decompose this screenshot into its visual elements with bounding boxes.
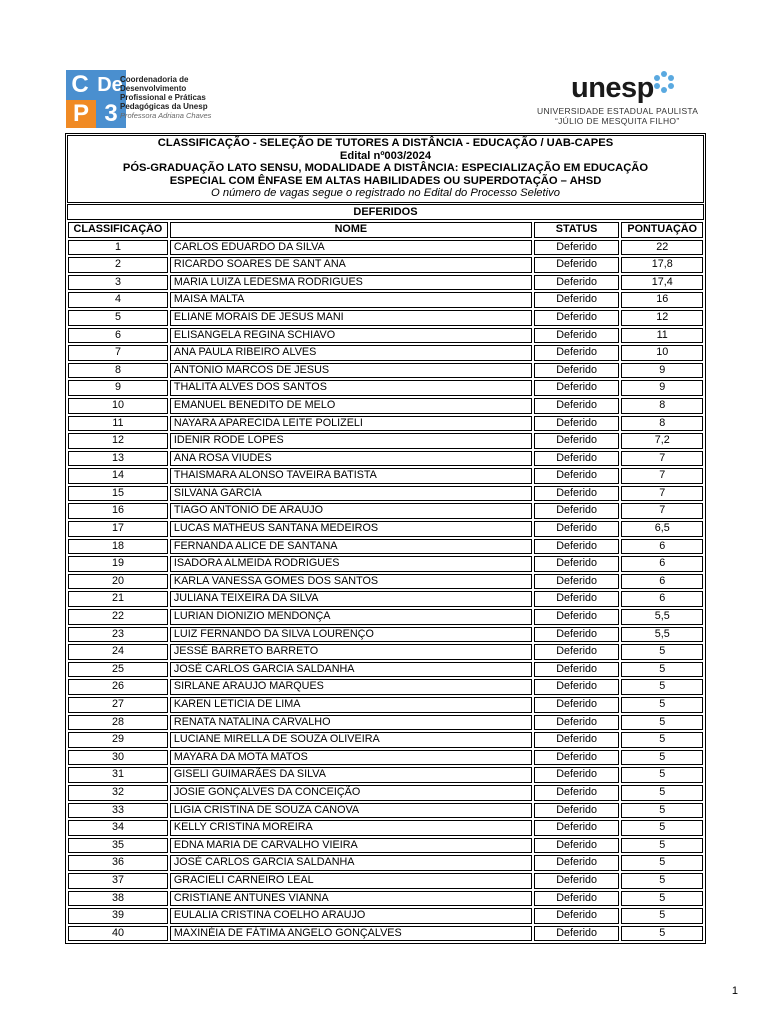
cell-status: Deferido bbox=[534, 732, 620, 748]
cell-nome: THAISMARA ALONSO TAVEIRA BATISTA bbox=[170, 468, 532, 484]
cell-pontuacao: 6 bbox=[621, 591, 703, 607]
cell-nome: ANTONIO MARCOS DE JESUS bbox=[170, 363, 532, 379]
cell-pontuacao: 7,2 bbox=[621, 433, 703, 449]
cell-classificacao: 25 bbox=[68, 662, 168, 678]
cell-nome: GISELI GUIMARÃES DA SILVA bbox=[170, 767, 532, 783]
cell-pontuacao: 7 bbox=[621, 451, 703, 467]
cell-status: Deferido bbox=[534, 697, 620, 713]
cell-classificacao: 19 bbox=[68, 556, 168, 572]
cell-nome: LUIZ FERNANDO DA SILVA LOURENÇO bbox=[170, 627, 532, 643]
table-row bbox=[68, 363, 703, 379]
cell-pontuacao: 6 bbox=[621, 574, 703, 590]
cell-pontuacao: 12 bbox=[621, 310, 703, 326]
cell-pontuacao: 9 bbox=[621, 363, 703, 379]
cell-status: Deferido bbox=[534, 433, 620, 449]
table-row bbox=[68, 627, 703, 643]
cell-status: Deferido bbox=[534, 785, 620, 801]
cell-classificacao: 33 bbox=[68, 803, 168, 819]
cdep-logo-c: C bbox=[66, 70, 94, 100]
cell-nome: FERNANDA ALICE DE SANTANA bbox=[170, 539, 532, 555]
unesp-line-1: UNIVERSIDADE ESTADUAL PAULISTA bbox=[537, 106, 699, 116]
cdep-subline: Professora Adriana Chaves bbox=[120, 111, 212, 120]
cell-status: Deferido bbox=[534, 855, 620, 871]
cell-status: Deferido bbox=[534, 328, 620, 344]
cell-pontuacao: 6 bbox=[621, 556, 703, 572]
cell-nome: GRACIELI CARNEIRO LEAL bbox=[170, 873, 532, 889]
cell-pontuacao: 5 bbox=[621, 873, 703, 889]
cell-nome: LIGIA CRISTINA DE SOUZA CANOVA bbox=[170, 803, 532, 819]
cell-classificacao: 3 bbox=[68, 275, 168, 291]
cell-nome: EDNA MARIA DE CARVALHO VIEIRA bbox=[170, 838, 532, 854]
unesp-mark-icon bbox=[652, 70, 676, 94]
cell-nome: ANA PAULA RIBEIRO ALVES bbox=[170, 345, 532, 361]
cdep-line-4: Pedagógicas da Unesp bbox=[120, 102, 208, 111]
cell-pontuacao: 5,5 bbox=[621, 609, 703, 625]
table-row bbox=[68, 873, 703, 889]
cell-classificacao: 16 bbox=[68, 503, 168, 519]
table-row bbox=[68, 679, 703, 695]
cell-pontuacao: 7 bbox=[621, 503, 703, 519]
cdep-logo-3: 3 bbox=[96, 100, 126, 128]
cell-pontuacao: 5 bbox=[621, 855, 703, 871]
cell-classificacao: 22 bbox=[68, 609, 168, 625]
cell-nome: IDENIR RODE LOPES bbox=[170, 433, 532, 449]
cell-pontuacao: 9 bbox=[621, 380, 703, 396]
cell-status: Deferido bbox=[534, 838, 620, 854]
cell-nome: SILVANA GARCIA bbox=[170, 486, 532, 502]
cell-classificacao: 32 bbox=[68, 785, 168, 801]
cell-status: Deferido bbox=[534, 363, 620, 379]
cell-status: Deferido bbox=[534, 609, 620, 625]
table-row bbox=[68, 609, 703, 625]
cell-pontuacao: 5 bbox=[621, 644, 703, 660]
cell-nome: RICARDO SOARES DE SANT ANA bbox=[170, 257, 532, 273]
cell-classificacao: 24 bbox=[68, 644, 168, 660]
cell-classificacao: 2 bbox=[68, 257, 168, 273]
cell-classificacao: 29 bbox=[68, 732, 168, 748]
table-row bbox=[68, 503, 703, 519]
table-row bbox=[68, 240, 703, 256]
cell-classificacao: 20 bbox=[68, 574, 168, 590]
table-row bbox=[68, 926, 703, 942]
table-row bbox=[68, 556, 703, 572]
cell-classificacao: 10 bbox=[68, 398, 168, 414]
cell-pontuacao: 10 bbox=[621, 345, 703, 361]
table-row bbox=[68, 697, 703, 713]
cell-status: Deferido bbox=[534, 820, 620, 836]
cell-pontuacao: 7 bbox=[621, 468, 703, 484]
classification-sheet bbox=[65, 133, 706, 944]
cell-pontuacao: 8 bbox=[621, 398, 703, 414]
unesp-line-2: “JÚLIO DE MESQUITA FILHO” bbox=[555, 116, 680, 126]
cell-classificacao: 8 bbox=[68, 363, 168, 379]
unesp-wordmark: unesp bbox=[571, 72, 654, 104]
table-row bbox=[68, 275, 703, 291]
table-row bbox=[68, 539, 703, 555]
cell-status: Deferido bbox=[534, 591, 620, 607]
cdep-line-1: Coordenadoria de bbox=[120, 75, 189, 84]
cell-classificacao: 38 bbox=[68, 891, 168, 907]
page-number: 1 bbox=[731, 985, 738, 997]
table-row bbox=[68, 803, 703, 819]
table-row bbox=[68, 292, 703, 308]
classification-table bbox=[66, 220, 705, 943]
table-row bbox=[68, 644, 703, 660]
cell-classificacao: 4 bbox=[68, 292, 168, 308]
cell-status: Deferido bbox=[534, 767, 620, 783]
cdep-logo-text bbox=[120, 75, 220, 120]
cell-pontuacao: 5 bbox=[621, 767, 703, 783]
cell-classificacao: 18 bbox=[68, 539, 168, 555]
table-row bbox=[68, 416, 703, 432]
cell-classificacao: 1 bbox=[68, 240, 168, 256]
cell-status: Deferido bbox=[534, 275, 620, 291]
cell-status: Deferido bbox=[534, 310, 620, 326]
cell-pontuacao: 6,5 bbox=[621, 521, 703, 537]
cdep-logo-p: P bbox=[66, 100, 96, 128]
table-row bbox=[68, 767, 703, 783]
cell-nome: KARLA VANESSA GOMES DOS SANTOS bbox=[170, 574, 532, 590]
cell-classificacao: 9 bbox=[68, 380, 168, 396]
table-row bbox=[68, 855, 703, 871]
cell-pontuacao: 8 bbox=[621, 416, 703, 432]
cell-status: Deferido bbox=[534, 556, 620, 572]
cell-status: Deferido bbox=[534, 662, 620, 678]
table-row bbox=[68, 380, 703, 396]
cdep-logo bbox=[66, 70, 126, 128]
cdep-line-2: Desenvolvimento bbox=[120, 84, 187, 93]
cell-classificacao: 17 bbox=[68, 521, 168, 537]
header-line-1: CLASSIFICAÇÃO - SELEÇÃO DE TUTORES A DISTÂNCIA - EDUCAÇÃO / UAB-CAPES bbox=[157, 137, 614, 149]
header-line-3: PÓS-GRADUAÇÃO LATO SENSU, MODALIDADE A DISTÂNCIA: ESPECIALIZAÇÃO EM EDUCAÇÃO bbox=[122, 162, 649, 175]
cdep-logo-de: De bbox=[94, 70, 126, 100]
cell-nome: KAREN LETICIA DE LIMA bbox=[170, 697, 532, 713]
cell-pontuacao: 5 bbox=[621, 926, 703, 942]
table-row bbox=[68, 257, 703, 273]
cell-pontuacao: 5 bbox=[621, 891, 703, 907]
cell-classificacao: 30 bbox=[68, 750, 168, 766]
cell-nome: KELLY CRISTINA MOREIRA bbox=[170, 820, 532, 836]
table-row bbox=[68, 891, 703, 907]
cell-status: Deferido bbox=[534, 257, 620, 273]
cell-nome: MAISA MALTA bbox=[170, 292, 532, 308]
cell-status: Deferido bbox=[534, 644, 620, 660]
cell-nome: RENATA NATALINA CARVALHO bbox=[170, 715, 532, 731]
table-row bbox=[68, 785, 703, 801]
cell-pontuacao: 16 bbox=[621, 292, 703, 308]
table-row bbox=[68, 838, 703, 854]
column-header-status: STATUS bbox=[534, 222, 620, 238]
cell-status: Deferido bbox=[534, 486, 620, 502]
cell-pontuacao: 5 bbox=[621, 732, 703, 748]
column-header-pontuacao: PONTUAÇÃO bbox=[621, 222, 703, 238]
table-row bbox=[68, 486, 703, 502]
cell-pontuacao: 17,4 bbox=[621, 275, 703, 291]
cell-nome: JOSIE GONÇALVES DA CONCEIÇÃO bbox=[170, 785, 532, 801]
table-row bbox=[68, 328, 703, 344]
cell-nome: LUCAS MATHEUS SANTANA MEDEIROS bbox=[170, 521, 532, 537]
cell-pontuacao: 5 bbox=[621, 785, 703, 801]
cell-classificacao: 7 bbox=[68, 345, 168, 361]
cell-classificacao: 35 bbox=[68, 838, 168, 854]
cell-status: Deferido bbox=[534, 803, 620, 819]
table-row bbox=[68, 750, 703, 766]
unesp-logo bbox=[535, 68, 700, 130]
cell-pontuacao: 5 bbox=[621, 803, 703, 819]
cell-status: Deferido bbox=[534, 873, 620, 889]
cell-status: Deferido bbox=[534, 416, 620, 432]
table-row bbox=[68, 521, 703, 537]
cell-classificacao: 26 bbox=[68, 679, 168, 695]
header-note: O número de vagas segue o registrado no Edital do Processo Seletivo bbox=[211, 187, 560, 200]
table-row bbox=[68, 398, 703, 414]
table-header-row bbox=[68, 222, 703, 238]
cell-nome: JESSÉ BARRETO BARRETO bbox=[170, 644, 532, 660]
cell-classificacao: 12 bbox=[68, 433, 168, 449]
section-title: DEFERIDOS bbox=[67, 204, 704, 220]
cell-pontuacao: 5 bbox=[621, 820, 703, 836]
cell-pontuacao: 11 bbox=[621, 328, 703, 344]
cell-pontuacao: 22 bbox=[621, 240, 703, 256]
cell-classificacao: 14 bbox=[68, 468, 168, 484]
cell-status: Deferido bbox=[534, 891, 620, 907]
cell-nome: MAXINÉIA DE FÁTIMA ANGELO GONÇALVES bbox=[170, 926, 532, 942]
cell-classificacao: 15 bbox=[68, 486, 168, 502]
cell-status: Deferido bbox=[534, 627, 620, 643]
cell-nome: ELISANGELA REGINA SCHIAVO bbox=[170, 328, 532, 344]
cell-status: Deferido bbox=[534, 539, 620, 555]
cell-nome: JOSÉ CARLOS GARCIA SALDANHA bbox=[170, 662, 532, 678]
cell-classificacao: 31 bbox=[68, 767, 168, 783]
table-row bbox=[68, 433, 703, 449]
cell-status: Deferido bbox=[534, 240, 620, 256]
table-row bbox=[68, 310, 703, 326]
cell-pontuacao: 7 bbox=[621, 486, 703, 502]
cell-nome: ELIANE MORAIS DE JESUS MANI bbox=[170, 310, 532, 326]
table-row bbox=[68, 715, 703, 731]
cell-nome: JOSÉ CARLOS GARCIA SALDANHA bbox=[170, 855, 532, 871]
cell-classificacao: 37 bbox=[68, 873, 168, 889]
cell-nome: JULIANA TEIXEIRA DA SILVA bbox=[170, 591, 532, 607]
cell-nome: ANA ROSA VIUDES bbox=[170, 451, 532, 467]
column-header-classificacao: CLASSIFICAÇÃO bbox=[68, 222, 168, 238]
cell-nome: CRISTIANE ANTUNES VIANNA bbox=[170, 891, 532, 907]
table-row bbox=[68, 468, 703, 484]
cell-nome: MAYARA DA MOTA MATOS bbox=[170, 750, 532, 766]
table-body bbox=[68, 240, 703, 942]
table-row bbox=[68, 345, 703, 361]
cell-status: Deferido bbox=[534, 292, 620, 308]
cell-pontuacao: 6 bbox=[621, 539, 703, 555]
cell-nome: LURIAN DIONIZIO MENDONÇA bbox=[170, 609, 532, 625]
cell-nome: LUCIANE MIRELLA DE SOUZA OLIVEIRA bbox=[170, 732, 532, 748]
document-header bbox=[67, 135, 704, 203]
cell-nome: TIAGO ANTONIO DE ARAUJO bbox=[170, 503, 532, 519]
cell-classificacao: 5 bbox=[68, 310, 168, 326]
table-row bbox=[68, 662, 703, 678]
cell-classificacao: 39 bbox=[68, 908, 168, 924]
cell-status: Deferido bbox=[534, 451, 620, 467]
cell-status: Deferido bbox=[534, 908, 620, 924]
cell-status: Deferido bbox=[534, 715, 620, 731]
cell-nome: ISADORA ALMEIDA RODRIGUES bbox=[170, 556, 532, 572]
table-row bbox=[68, 591, 703, 607]
cell-classificacao: 34 bbox=[68, 820, 168, 836]
cell-nome: SIRLANE ARAUJO MARQUES bbox=[170, 679, 532, 695]
cell-classificacao: 36 bbox=[68, 855, 168, 871]
cell-nome: THALITA ALVES DOS SANTOS bbox=[170, 380, 532, 396]
cell-nome: EULALIA CRISTINA COELHO ARAUJO bbox=[170, 908, 532, 924]
cell-pontuacao: 5 bbox=[621, 662, 703, 678]
header-line-2: Edital nº003/2024 bbox=[339, 149, 432, 162]
cell-pontuacao: 5 bbox=[621, 750, 703, 766]
cell-classificacao: 13 bbox=[68, 451, 168, 467]
cell-status: Deferido bbox=[534, 926, 620, 942]
cell-pontuacao: 5,5 bbox=[621, 627, 703, 643]
cell-pontuacao: 5 bbox=[621, 908, 703, 924]
cell-status: Deferido bbox=[534, 398, 620, 414]
cell-classificacao: 6 bbox=[68, 328, 168, 344]
cell-pontuacao: 5 bbox=[621, 715, 703, 731]
cell-classificacao: 40 bbox=[68, 926, 168, 942]
cell-status: Deferido bbox=[534, 750, 620, 766]
table-row bbox=[68, 451, 703, 467]
cell-status: Deferido bbox=[534, 503, 620, 519]
header-line-4: ESPECIAL COM ÊNFASE EM ALTAS HABILIDADES OU SUPERDOTAÇÃO – AHSD bbox=[169, 174, 602, 187]
cell-status: Deferido bbox=[534, 468, 620, 484]
cell-pontuacao: 5 bbox=[621, 679, 703, 695]
table-row bbox=[68, 732, 703, 748]
cell-pontuacao: 17,8 bbox=[621, 257, 703, 273]
cell-pontuacao: 5 bbox=[621, 838, 703, 854]
table-row bbox=[68, 574, 703, 590]
cell-pontuacao: 5 bbox=[621, 697, 703, 713]
cell-nome: CARLOS EDUARDO DA SILVA bbox=[170, 240, 532, 256]
table-row bbox=[68, 908, 703, 924]
cell-classificacao: 23 bbox=[68, 627, 168, 643]
cell-status: Deferido bbox=[534, 679, 620, 695]
table-row bbox=[68, 820, 703, 836]
cell-status: Deferido bbox=[534, 521, 620, 537]
cdep-line-3: Profissional e Práticas bbox=[120, 93, 206, 102]
cell-nome: EMANUEL BENEDITO DE MELO bbox=[170, 398, 532, 414]
cell-classificacao: 11 bbox=[68, 416, 168, 432]
cell-status: Deferido bbox=[534, 345, 620, 361]
cell-classificacao: 27 bbox=[68, 697, 168, 713]
cell-classificacao: 21 bbox=[68, 591, 168, 607]
cell-nome: NAYARA APARECIDA LEITE POLIZELI bbox=[170, 416, 532, 432]
cell-nome: MARIA LUIZA LEDESMA RODRIGUES bbox=[170, 275, 532, 291]
cell-classificacao: 28 bbox=[68, 715, 168, 731]
cell-status: Deferido bbox=[534, 380, 620, 396]
cell-status: Deferido bbox=[534, 574, 620, 590]
column-header-nome: NOME bbox=[170, 222, 532, 238]
